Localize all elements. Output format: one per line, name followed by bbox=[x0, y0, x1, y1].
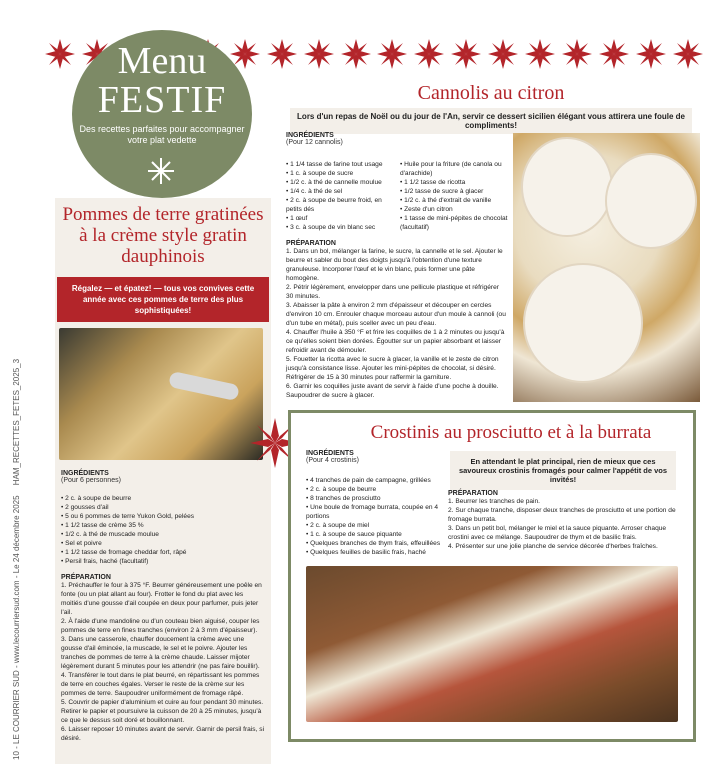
ingredient-item: • 1/2 c. à thé d'extrait de vanille bbox=[400, 196, 508, 205]
snowflake-icon bbox=[266, 38, 298, 70]
crostinis-photo bbox=[306, 566, 678, 722]
ingredients-label: INGRÉDIENTS bbox=[306, 450, 354, 457]
recipe-cannolis bbox=[286, 132, 508, 400]
ingredient-item: • Quelques branches de thym frais, effeuillées bbox=[306, 539, 456, 548]
step-list bbox=[286, 247, 508, 400]
step-item: 1. Préchauffer le four à 375 °F. Beurrer généreusement une poêle en fonte (ou un plat allant au four). Frotter le fond du plat avec les moitiés d'une gousse d'ail coupée en deux pour parfumer, puis jeter l'ail. bbox=[61, 582, 262, 616]
ingredient-item: • 2 c. à soupe de beurre froid, en petits dés bbox=[286, 196, 394, 214]
ingredient-item: • Persil frais, haché (facultatif) bbox=[61, 557, 265, 566]
step-item: 2. Sur chaque tranche, disposer deux tranches de prosciutto et une portion de fromage burrata. bbox=[448, 507, 676, 523]
recipe-crostinis-steps bbox=[448, 490, 680, 551]
snowflake-icon bbox=[635, 38, 667, 70]
ingredient-item: • 1 1/2 tasse de crème 35 % bbox=[61, 521, 265, 530]
recipe-pommes-de-terre bbox=[55, 198, 271, 764]
snowflake-icon bbox=[561, 38, 593, 70]
recipe-intro: Régalez — et épatez! — tous vos convives cette année avec ces pommes de terre des plus sophistiquées! bbox=[57, 277, 269, 322]
ingredient-item: • Huile pour la friture (de canola ou d'arachide) bbox=[400, 160, 508, 178]
ingredient-item: • 3 c. à soupe de vin blanc sec bbox=[286, 223, 394, 232]
page-code: HAM_RECETTES_FETES_2025_3 bbox=[12, 358, 21, 486]
ingredient-item: • 1 1/2 tasse de fromage cheddar fort, râpé bbox=[61, 548, 265, 557]
step-item: 4. Présenter sur une jolie planche de service décorée d'herbes fraîches. bbox=[448, 543, 658, 550]
ingredient-item: • 8 tranches de prosciutto bbox=[306, 494, 456, 503]
step-item: 6. Laisser reposer 10 minutes avant de servir. Garnir de persil frais, si désiré. bbox=[61, 726, 265, 742]
recipe-intro: En attendant le plat principal, rien de mieux que ces savoureux crostinis fromagés pour calmer l'appétit de vos invités! bbox=[450, 451, 676, 490]
ingredient-item: • 1 œuf bbox=[286, 214, 394, 223]
ingredient-item: • Sel et poivre bbox=[61, 539, 265, 548]
recipe-title: Cannolis au citron bbox=[417, 82, 565, 104]
step-item: 5. Fouetter la ricotta avec le sucre à glacer, la vanille et le zeste de citron jusqu'à consistance lisse. Ajouter les mini-pépites de chocolat, si désiré. Réfrigérer de 15 à 30 minutes pour raffermir la garniture. bbox=[286, 356, 499, 381]
ingredient-item: • 2 c. à soupe de beurre bbox=[306, 485, 456, 494]
recipe-title: Pommes de terre gratinées à la crème style gratin dauphinois bbox=[62, 204, 264, 267]
ingredient-list bbox=[400, 160, 508, 232]
gratin-photo bbox=[59, 328, 263, 460]
recipe-intro: Lors d'un repas de Noël ou du jour de l'An, servir ce dessert sicilien élégant vous attirera une foule de compliments! bbox=[290, 108, 692, 134]
ingredient-item: • Une boule de fromage burrata, coupée en 4 portions bbox=[306, 503, 456, 521]
step-list bbox=[61, 581, 265, 743]
page-footer-text: 10 - LE COURRIER SUD - www.lecourriersud.com - Le 24 décembre 2025 bbox=[12, 495, 21, 760]
ingredient-item: • 1 tasse de mini-pépites de chocolat (facultatif) bbox=[400, 214, 508, 232]
ingredient-item: • 1/2 c. à thé de cannelle moulue bbox=[286, 178, 394, 187]
snowflake-icon bbox=[450, 38, 482, 70]
step-item: 3. Dans une casserole, chauffer doucement la crème avec une gousse d'ail émincée, la muscade, le sel et le poivre. Ajouter les tranches de pommes de terre à la crème chaude. Laisser mijoter légèrement durant 5 minutes pour les attendrir (ne pas faire bouillir). bbox=[61, 636, 260, 670]
preparation-label: PRÉPARATION bbox=[448, 490, 498, 497]
menu-festif-badge bbox=[72, 30, 252, 198]
ingredient-item: • 1 c. à soupe de sauce piquante bbox=[306, 530, 456, 539]
ingredient-item: • 2 c. à soupe de beurre bbox=[61, 494, 265, 503]
step-item: 5. Couvrir de papier d'aluminium et cuire au four pendant 30 minutes. Retirer le papier et poursuivre la cuisson de 20 à 25 minutes, jusqu'à ce que le dessus soit doré et bouillonnant. bbox=[61, 699, 264, 724]
ingredients-label: INGRÉDIENTS bbox=[61, 470, 109, 477]
snowflake-icon bbox=[413, 38, 445, 70]
ingredient-item: • 1 1/4 tasse de farine tout usage bbox=[286, 160, 394, 169]
step-item: 1. Beurrer les tranches de pain. bbox=[448, 498, 540, 505]
snowflake-icon bbox=[146, 156, 176, 186]
snowflake-icon bbox=[598, 38, 630, 70]
ingredient-item: • 1/2 c. à thé de muscade moulue bbox=[61, 530, 265, 539]
step-item: 6. Garnir les coquilles juste avant de servir à l'aide d'une poche à douille. Saupoudrer de sucre à glacer. bbox=[286, 383, 499, 399]
step-item: 4. Chauffer l'huile à 350 °F et frire les coquilles de 1 à 2 minutes ou jusqu'à ce qu'elles soient bien dorées. Égoutter sur un papier absorbant et laisser refroidir avant de démouler. bbox=[286, 329, 505, 354]
ingredient-list bbox=[306, 476, 456, 557]
step-item: 3. Abaisser la pâte à environ 2 mm d'épaisseur et découper en cercles d'environ 10 cm. Enrouler chaque morceau autour d'un moule à cannoli (ou d'un tube en métal), puis sceller avec un peu d'eau. bbox=[286, 302, 506, 327]
ingredient-item: • 2 gousses d'ail bbox=[61, 503, 265, 512]
ingredient-item: • 4 tranches de pain de campagne, grillées bbox=[306, 476, 456, 485]
ingredient-item: • 1/4 c. à thé de sel bbox=[286, 187, 394, 196]
step-item: 2. À l'aide d'une mandoline ou d'un couteau bien aiguisé, couper les pommes de terre en fines tranches (environ 2 à 3 mm d'épaisseur). bbox=[61, 618, 260, 634]
recipe-title: Crostinis au prosciutto et à la burrata bbox=[370, 422, 652, 443]
snowflake-icon bbox=[672, 38, 704, 70]
snowflake-icon bbox=[524, 38, 556, 70]
badge-tagline: Des recettes parfaites pour accompagner votre plat vedette bbox=[79, 124, 245, 145]
page-footer-vertical bbox=[12, 359, 21, 760]
ingredient-list bbox=[286, 160, 394, 232]
ingredient-item: • 5 ou 6 pommes de terre Yukon Gold, pelées bbox=[61, 512, 265, 521]
snowflake-icon bbox=[376, 38, 408, 70]
step-item: 4. Transférer le tout dans le plat beurré, en répartissant les pommes de terre en couches égales. Verser le reste de la crème sur les pommes de terre. Saupoudrer uniformément de fromage râpé. bbox=[61, 672, 260, 697]
badge-title-menu: Menu bbox=[117, 40, 207, 82]
servings: (Pour 4 crostinis) bbox=[306, 457, 359, 464]
step-list bbox=[448, 497, 680, 551]
ingredient-item: • Quelques feuilles de basilic frais, haché bbox=[306, 548, 456, 557]
step-item: 1. Dans un bol, mélanger la farine, le sucre, la cannelle et le sel. Ajouter le beurre et sabler du bout des doigts jusqu'à l'obtention d'une texture granuleuse. Incorporer l'œuf et le vin blanc, puis former une pâte homogène. bbox=[286, 248, 503, 282]
step-item: 2. Pétrir légèrement, envelopper dans une pellicule plastique et réfrigérer 30 minutes. bbox=[286, 284, 499, 300]
ingredient-item: • 1 1/2 tasse de ricotta bbox=[400, 178, 508, 187]
ingredient-item: • 1/2 tasse de sucre à glacer bbox=[400, 187, 508, 196]
badge-title-festif: FESTIF bbox=[97, 79, 227, 121]
ingredient-item: • 2 c. à soupe de miel bbox=[306, 521, 456, 530]
ingredient-item: • 1 c. à soupe de sucre bbox=[286, 169, 394, 178]
cannolis-photo bbox=[513, 133, 700, 402]
ingredient-item: • Zeste d'un citron bbox=[400, 205, 508, 214]
preparation-label: PRÉPARATION bbox=[61, 574, 111, 581]
recipe-crostinis-ingredients bbox=[306, 450, 456, 557]
step-item: 3. Dans un petit bol, mélanger le miel et la sauce piquante. Arroser chaque crostini avec ce mélange. Saupoudrer de thym et de basilic frais. bbox=[448, 525, 667, 541]
ingredient-list bbox=[61, 494, 265, 566]
ingredients-label: INGRÉDIENTS bbox=[286, 132, 334, 139]
servings: (Pour 12 cannolis) bbox=[286, 139, 343, 146]
snowflake-icon bbox=[340, 38, 372, 70]
snowflake-icon bbox=[303, 38, 335, 70]
preparation-label: PRÉPARATION bbox=[286, 240, 336, 247]
servings: (Pour 6 personnes) bbox=[61, 477, 121, 484]
snowflake-icon bbox=[487, 38, 519, 70]
